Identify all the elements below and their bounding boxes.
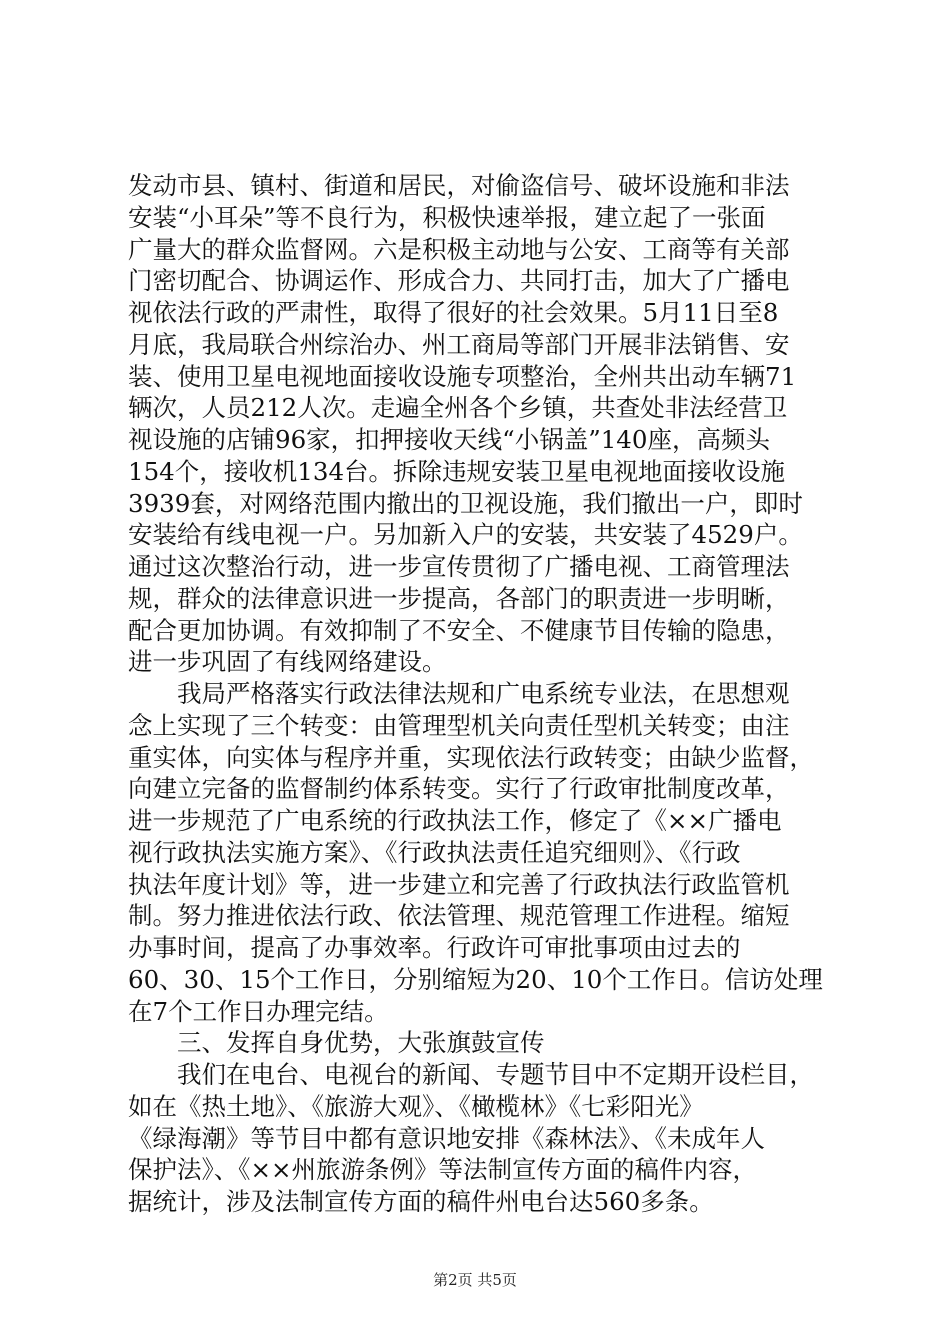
text-line: 视依法行政的严肃性，取得了很好的社会效果。5月11日至8 [128, 298, 779, 327]
text-line: 60、30、15个工作日，分别缩短为20、10个工作日。信访处理 [128, 964, 823, 994]
text-line: 通过这次整治行动，进一步宣传贯彻了广播电视、工商管理法 [128, 552, 790, 581]
text-line: 向建立完备的监督制约体系转变。实行了行政审批制度改革， [128, 774, 790, 804]
text-line: 念上实现了三个转变：由管理型机关向责任型机关转变；由注 [128, 710, 790, 740]
body-text [128, 170, 836, 1218]
text-line: 重实体，向实体与程序并重，实现依法行政转变；由缺少监督， [128, 742, 814, 772]
text-line: 3939套，对网络范围内撤出的卫视设施，我们撤出一户，即时 [128, 488, 803, 518]
text-line: 进一步巩固了有线网络建设。 [128, 647, 447, 677]
text-line: 在7个工作日办理完结。 [128, 996, 389, 1026]
text-line: 据统计，涉及法制宣传方面的稿件州电台达560多条。 [128, 1187, 714, 1216]
section-heading: 三、发挥自身优势，大张旗鼓宣传 [128, 1028, 545, 1058]
text-line: 安装给有线电视一户。另加新入户的安装，共安装了4529户。 [128, 520, 803, 550]
text-line: 月底，我局联合州综治办、州工商局等部门开展非法销售、安 [128, 329, 790, 359]
text-line: 视设施的店铺96家，扣押接收天线“小锅盖”140座，高频头 [128, 425, 770, 454]
text-line: 制。努力推进依法行政、依法管理、规范管理工作进程。缩短 [128, 901, 790, 931]
text-line: 规，群众的法律意识进一步提高，各部门的职责进一步明晰， [128, 583, 790, 613]
page-number: 第2页 共5页 [433, 1271, 517, 1289]
text-line: 门密切配合、协调运作、形成合力、共同打击，加大了广播电 [128, 266, 790, 296]
text-line: 如在《热土地》、《旅游大观》、《橄榄林》《七彩阳光》 [128, 1091, 704, 1121]
text-line: 视行政执法实施方案》、《行政执法责任追究细则》、《行政 [128, 837, 741, 867]
text-line: 154个，接收机134台。拆除违规安装卫星电视地面接收设施 [128, 456, 786, 486]
text-line: 发动市县、镇村、街道和居民，对偷盗信号、破坏设施和非法 [128, 171, 790, 200]
text-line: 《绿海潮》等节目中都有意识地安排《森林法》、《未成年人 [128, 1123, 765, 1153]
text-line: 配合更加协调。有效抑制了不安全、不健康节目传输的隐患， [128, 615, 790, 645]
text-line: 我们在电台、电视台的新闻、专题节目中不定期开设栏目， [128, 1060, 814, 1089]
text-line: 辆次，人员212人次。走遍全州各个乡镇，共查处非法经营卫 [128, 393, 788, 423]
text-line: 装、使用卫星电视地面接收设施专项整治，全州共出动车辆71 [128, 361, 797, 391]
text-line: 保护法》、《××州旅游条例》等法制宣传方面的稿件内容， [128, 1155, 758, 1185]
text-line: 执法年度计划》等，进一步建立和完善了行政执法行政监管机 [128, 869, 790, 899]
text-line: 安装“小耳朵”等不良行为，积极快速举报，建立起了一张面 [128, 202, 766, 232]
text-line: 办事时间，提高了办事效率。行政许可审批事项由过去的 [128, 933, 741, 962]
text-line: 我局严格落实行政法律法规和广电系统专业法，在思想观 [128, 679, 790, 708]
text-line: 广量大的群众监督网。六是积极主动地与公安、工商等有关部 [128, 234, 790, 264]
text-line: 进一步规范了广电系统的行政执法工作，修定了《××广播电 [128, 806, 782, 835]
